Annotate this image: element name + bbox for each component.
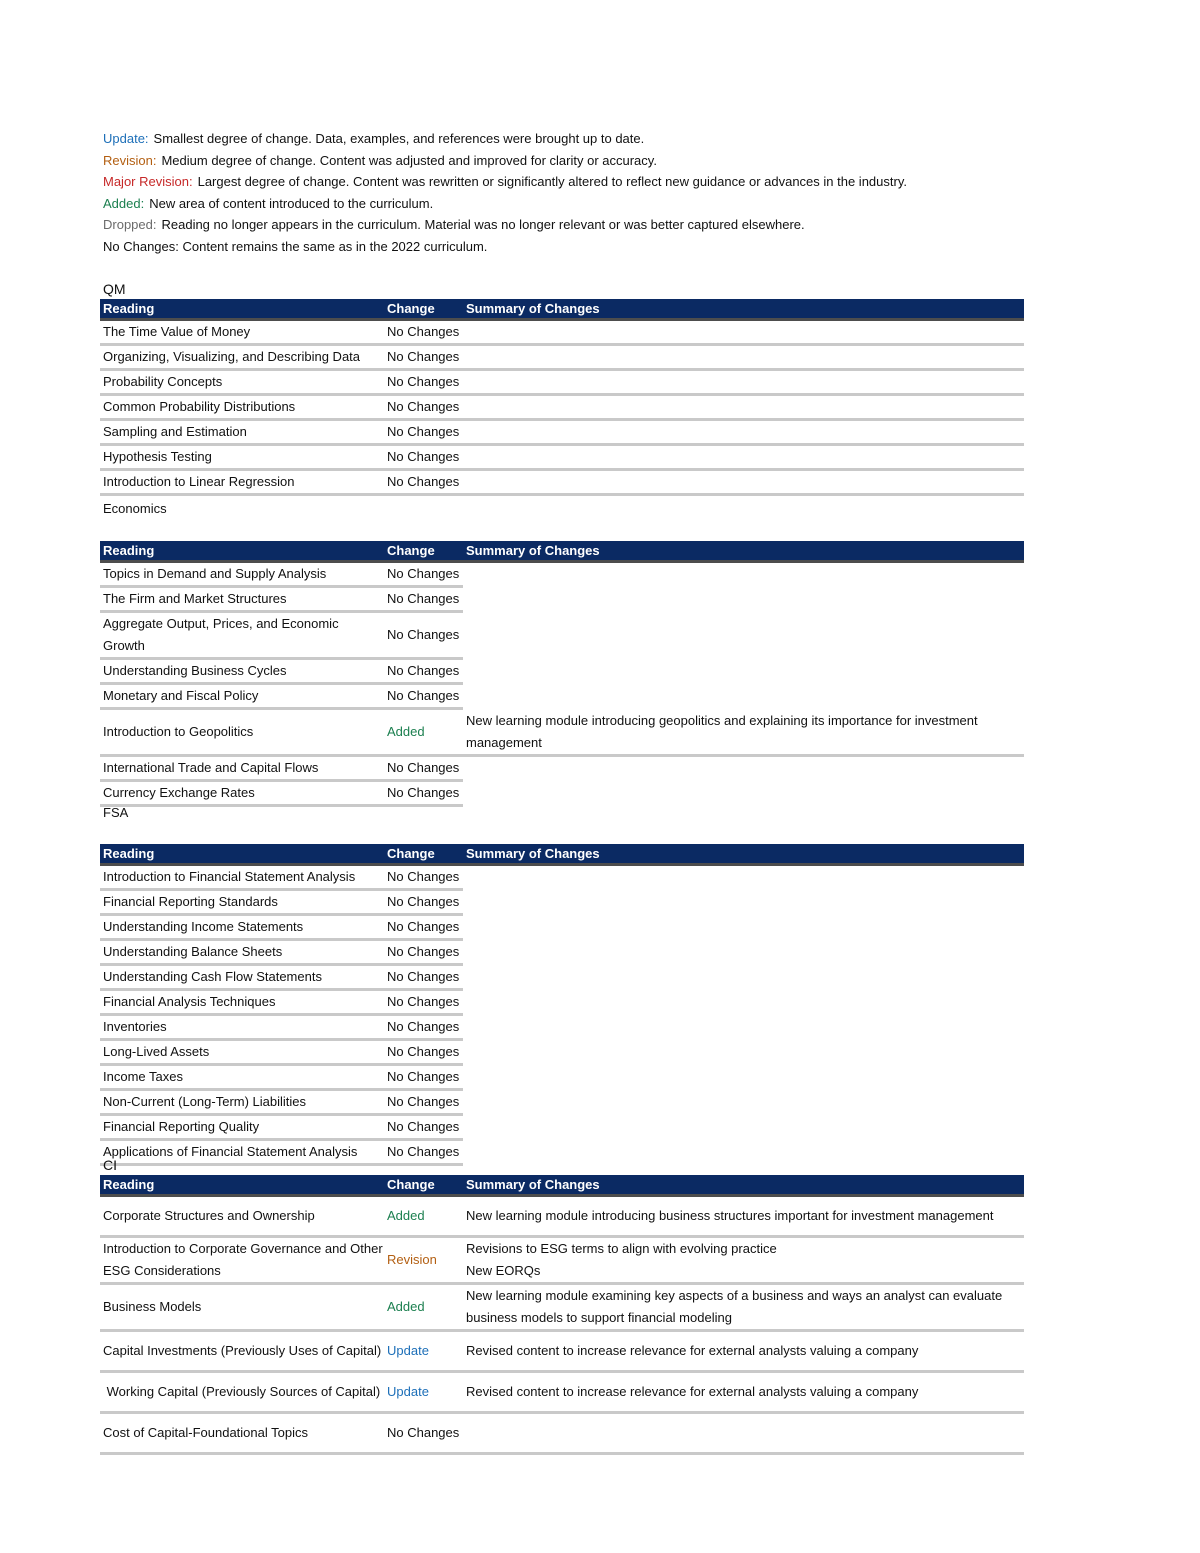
summary-cell xyxy=(463,612,1024,659)
change-header: Change xyxy=(384,299,463,320)
section-title: QM xyxy=(103,281,126,297)
reading-cell: Currency Exchange Rates xyxy=(100,781,384,806)
reading-cell: Understanding Cash Flow Statements xyxy=(100,965,384,990)
reading-cell: Probability Concepts xyxy=(100,370,384,395)
change-status-cell: Revision xyxy=(384,1237,463,1284)
table-row xyxy=(100,990,1024,1015)
summary-cell xyxy=(463,587,1024,612)
table-row xyxy=(100,915,1024,940)
table-row xyxy=(100,1372,1024,1413)
summary-cell xyxy=(463,965,1024,990)
reading-cell: Applications of Financial Statement Analysis xyxy=(100,1140,384,1165)
summary-cell xyxy=(463,345,1024,370)
table-header-row xyxy=(100,299,1024,320)
reading-cell: Cost of Capital-Foundational Topics xyxy=(100,1413,384,1454)
reading-header: Reading xyxy=(100,299,384,320)
reading-cell: The Time Value of Money xyxy=(100,320,384,345)
summary-cell xyxy=(463,990,1024,1015)
table-row xyxy=(100,1015,1024,1040)
summary-cell xyxy=(463,915,1024,940)
table-row xyxy=(100,420,1024,445)
table-row xyxy=(100,612,1024,659)
summary-header: Summary of Changes xyxy=(463,541,1024,562)
table-row xyxy=(100,345,1024,370)
legend-description: Reading no longer appears in the curriculum. Material was no longer relevant or was better captured elsewhere. xyxy=(161,217,805,232)
change-status-cell: No Changes xyxy=(384,1015,463,1040)
table-row xyxy=(100,395,1024,420)
reading-cell: Understanding Balance Sheets xyxy=(100,940,384,965)
table-row xyxy=(100,1140,1024,1165)
legend-description: New area of content introduced to the curriculum. xyxy=(149,195,434,211)
changes-table xyxy=(100,1175,1024,1455)
change-status-cell: No Changes xyxy=(384,940,463,965)
reading-cell: Income Taxes xyxy=(100,1065,384,1090)
change-status-cell: No Changes xyxy=(384,1413,463,1454)
section-title: FSA xyxy=(103,805,129,820)
summary-cell xyxy=(463,1413,1024,1454)
summary-cell xyxy=(463,420,1024,445)
change-status-cell: Added xyxy=(384,1196,463,1237)
summary-header: Summary of Changes xyxy=(463,299,1024,320)
reading-cell: Common Probability Distributions xyxy=(100,395,384,420)
summary-cell xyxy=(463,1090,1024,1115)
reading-cell: Organizing, Visualizing, and Describing Data xyxy=(100,345,384,370)
reading-cell: Introduction to Corporate Governance and Other ESG Considerations xyxy=(100,1237,384,1284)
table-row xyxy=(100,1090,1024,1115)
change-status-cell: No Changes xyxy=(384,659,463,684)
change-status-cell: Added xyxy=(384,1284,463,1331)
summary-cell: Revised content to increase relevance for external analysts valuing a company xyxy=(463,1331,1024,1372)
change-status-cell: Update xyxy=(384,1331,463,1372)
change-status-cell: No Changes xyxy=(384,990,463,1015)
summary-cell xyxy=(463,370,1024,395)
change-status-cell: No Changes xyxy=(384,1065,463,1090)
table-row xyxy=(100,940,1024,965)
changes-table xyxy=(100,844,1024,1166)
change-header: Change xyxy=(384,541,463,562)
change-status-cell: No Changes xyxy=(384,1040,463,1065)
table-row xyxy=(100,1237,1024,1284)
table-row xyxy=(100,1196,1024,1237)
section-title: CI xyxy=(103,1157,117,1173)
change-status-cell: Added xyxy=(384,709,463,756)
legend xyxy=(103,128,907,257)
summary-cell xyxy=(463,756,1024,781)
changes-table xyxy=(100,299,1024,496)
summary-cell xyxy=(463,940,1024,965)
reading-cell: Inventories xyxy=(100,1015,384,1040)
reading-cell: Introduction to Linear Regression xyxy=(100,470,384,495)
reading-cell: Hypothesis Testing xyxy=(100,445,384,470)
change-status-cell: No Changes xyxy=(384,1115,463,1140)
change-status-cell: No Changes xyxy=(384,395,463,420)
table-row xyxy=(100,1065,1024,1090)
table-row xyxy=(100,965,1024,990)
reading-cell: The Firm and Market Structures xyxy=(100,587,384,612)
legend-term: Dropped: xyxy=(103,217,157,232)
reading-cell: International Trade and Capital Flows xyxy=(100,756,384,781)
summary-cell xyxy=(463,781,1024,806)
table-row xyxy=(100,684,1024,709)
summary-cell: Revisions to ESG terms to align with evolving practice New EORQs xyxy=(463,1237,1024,1284)
change-status-cell: No Changes xyxy=(384,470,463,495)
table-row xyxy=(100,587,1024,612)
reading-cell: Corporate Structures and Ownership xyxy=(100,1196,384,1237)
change-status-cell: No Changes xyxy=(384,915,463,940)
summary-header: Summary of Changes xyxy=(463,844,1024,865)
change-status-cell: No Changes xyxy=(384,587,463,612)
changes-table xyxy=(100,541,1024,807)
table-header-row xyxy=(100,541,1024,562)
table-row xyxy=(100,659,1024,684)
table-row xyxy=(100,865,1024,890)
reading-cell: Non-Current (Long-Term) Liabilities xyxy=(100,1090,384,1115)
change-status-cell: No Changes xyxy=(384,890,463,915)
table-header-row xyxy=(100,1175,1024,1196)
legend-description: No Changes: Content remains the same as in the 2022 curriculum. xyxy=(103,238,488,254)
reading-cell: Topics in Demand and Supply Analysis xyxy=(100,562,384,587)
reading-header: Reading xyxy=(100,541,384,562)
summary-cell: New learning module introducing geopolitics and explaining its importance for investment management xyxy=(463,709,1024,756)
legend-term: Major Revision: xyxy=(103,174,193,189)
change-status-cell: No Changes xyxy=(384,445,463,470)
table-row xyxy=(100,470,1024,495)
legend-row xyxy=(103,171,907,193)
reading-cell: Working Capital (Previously Sources of Capital) xyxy=(100,1372,384,1413)
reading-cell: Understanding Business Cycles xyxy=(100,659,384,684)
summary-cell: Revised content to increase relevance for external analysts valuing a company xyxy=(463,1372,1024,1413)
summary-cell xyxy=(463,1140,1024,1165)
change-status-cell: No Changes xyxy=(384,1140,463,1165)
change-status-cell: No Changes xyxy=(384,865,463,890)
legend-term: Added: xyxy=(103,195,145,211)
reading-cell: Aggregate Output, Prices, and Economic Growth xyxy=(100,612,384,659)
change-status-cell: No Changes xyxy=(384,420,463,445)
legend-row xyxy=(103,128,907,150)
legend-description: Medium degree of change. Content was adjusted and improved for clarity or accuracy. xyxy=(161,152,657,168)
table-row xyxy=(100,320,1024,345)
reading-cell: Introduction to Financial Statement Analysis xyxy=(100,865,384,890)
reading-cell: Understanding Income Statements xyxy=(100,915,384,940)
table-header-row xyxy=(100,844,1024,865)
change-status-cell: No Changes xyxy=(384,684,463,709)
table-row xyxy=(100,1331,1024,1372)
summary-header: Summary of Changes xyxy=(463,1175,1024,1196)
legend-description: Smallest degree of change. Data, examples, and references were brought up to date. xyxy=(153,131,645,146)
legend-row xyxy=(103,150,907,172)
summary-cell xyxy=(463,684,1024,709)
summary-cell xyxy=(463,865,1024,890)
summary-cell: New learning module examining key aspects of a business and ways an analyst can evaluate business models to support financial modeling xyxy=(463,1284,1024,1331)
table-row xyxy=(100,756,1024,781)
legend-row xyxy=(103,214,907,236)
table-row xyxy=(100,1040,1024,1065)
section-title: Economics xyxy=(103,501,167,516)
summary-cell xyxy=(463,659,1024,684)
reading-cell: Financial Reporting Standards xyxy=(100,890,384,915)
change-header: Change xyxy=(384,1175,463,1196)
change-status-cell: No Changes xyxy=(384,612,463,659)
legend-description: Largest degree of change. Content was rewritten or significantly altered to reflect new guidance or advances in the industry. xyxy=(197,174,907,189)
change-status-cell: No Changes xyxy=(384,345,463,370)
legend-term: Revision: xyxy=(103,152,157,168)
reading-cell: Capital Investments (Previously Uses of Capital) xyxy=(100,1331,384,1372)
table-row xyxy=(100,890,1024,915)
change-status-cell: No Changes xyxy=(384,320,463,345)
reading-cell: Sampling and Estimation xyxy=(100,420,384,445)
table-row xyxy=(100,562,1024,587)
table-row xyxy=(100,1115,1024,1140)
summary-cell xyxy=(463,1065,1024,1090)
change-header: Change xyxy=(384,844,463,865)
reading-cell: Long-Lived Assets xyxy=(100,1040,384,1065)
summary-cell xyxy=(463,1040,1024,1065)
change-status-cell: No Changes xyxy=(384,756,463,781)
reading-cell: Business Models xyxy=(100,1284,384,1331)
summary-cell: New learning module introducing business structures important for investment management xyxy=(463,1196,1024,1237)
table-row xyxy=(100,709,1024,756)
reading-cell: Monetary and Fiscal Policy xyxy=(100,684,384,709)
legend-term: Update: xyxy=(103,131,149,146)
summary-cell xyxy=(463,470,1024,495)
reading-cell: Financial Reporting Quality xyxy=(100,1115,384,1140)
summary-cell xyxy=(463,395,1024,420)
summary-cell xyxy=(463,1115,1024,1140)
table-row xyxy=(100,1284,1024,1331)
table-row xyxy=(100,445,1024,470)
change-status-cell: No Changes xyxy=(384,965,463,990)
change-status-cell: No Changes xyxy=(384,370,463,395)
legend-row xyxy=(103,236,907,258)
summary-cell xyxy=(463,890,1024,915)
summary-cell xyxy=(463,1015,1024,1040)
change-status-cell: No Changes xyxy=(384,781,463,806)
summary-cell xyxy=(463,320,1024,345)
reading-cell: Financial Analysis Techniques xyxy=(100,990,384,1015)
table-row xyxy=(100,370,1024,395)
change-status-cell: No Changes xyxy=(384,1090,463,1115)
legend-row xyxy=(103,193,907,215)
reading-header: Reading xyxy=(100,844,384,865)
reading-header: Reading xyxy=(100,1175,384,1196)
reading-cell: Introduction to Geopolitics xyxy=(100,709,384,756)
summary-cell xyxy=(463,562,1024,587)
change-status-cell: No Changes xyxy=(384,562,463,587)
summary-cell xyxy=(463,445,1024,470)
table-row xyxy=(100,781,1024,806)
change-status-cell: Update xyxy=(384,1372,463,1413)
table-row xyxy=(100,1413,1024,1454)
